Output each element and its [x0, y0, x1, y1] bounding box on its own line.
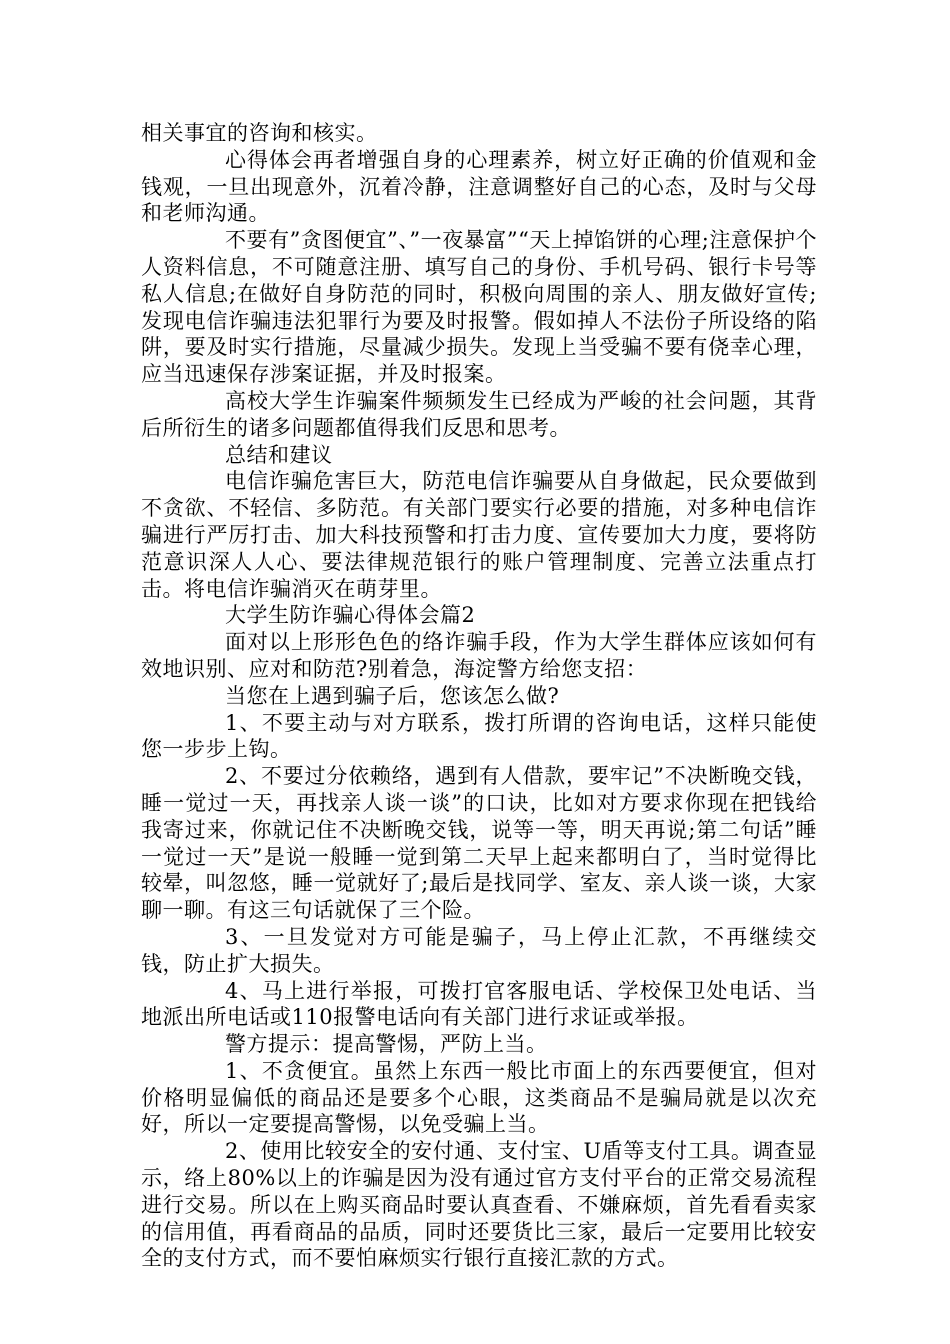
paragraph: 不要有”贪图便宜”、”一夜暴富”“天上掉馅饼的心理;注意保护个人资料信息，不可随意注册、填写自己的身份、手机号码、银行卡号等私人信息;在做好自身防范的同时，积极向周围的亲人、朋友做好宣传;发现电信诈骗违法犯罪行为要及时报警。假如掉人不法份子所设络的陷阱，要及时实行措施，尽量减少损失。发现上当受骗不要有侥幸心理，应当迅速保存涉案证据，并及时报案。 [141, 228, 817, 387]
list-item: 3、一旦发觉对方可能是骗子，马上停止汇款，不再继续交钱，防止扩大损失。 [141, 924, 817, 976]
paragraph: 面对以上形形色色的络诈骗手段，作为大学生群体应该如何有效地识别、应对和防范?别着急，海淀警方给您支招： [141, 630, 817, 681]
paragraph: 相关事宜的咨询和核实。 [141, 121, 378, 145]
paragraph: 电信诈骗危害巨大，防范电信诈骗要从自身做起，民众要做到不贪欲、不轻信、多防范。有关部门要实行必要的措施，对多种电信诈骗进行严厉打击、加大科技预警和打击力度、宣传要加大力度，要将防范意识深人人心、要法律规范银行的账户管理制度、完善立法重点打击。将电信诈骗消灭在萌芽里。 [141, 469, 817, 601]
section-heading: 总结和建议 [225, 442, 333, 467]
document-page [141, 120, 817, 1272]
list-item: 1、不要主动与对方联系，拨打所谓的咨询电话，这样只能使您一步步上钩。 [141, 710, 817, 762]
section-heading: 大学生防诈骗心得体会篇2 [225, 603, 476, 628]
paragraph: 高校大学生诈骗案件频频发生已经成为严峻的社会问题，其背后所衍生的诸多问题都值得我们反思和思考。 [141, 388, 817, 440]
list-item: 2、使用比较安全的安付通、支付宝、U盾等支付工具。调查显示，络上80%以上的诈骗是因为没有通过官方支付平台的正常交易流程进行交易。所以在上购买商品时要认真查看、不嫌麻烦，首先看看卖家的信用值，再看商品的品质，同时还要货比三家，最后一定要用比较安全的支付方式，而不要怕麻烦实行银行直接汇款的方式。 [141, 1139, 817, 1271]
list-item: 1、不贪便宜。虽然上东西一般比市面上的东西要便宜，但对价格明显偏低的商品还是要多个心眼，这类商品不是骗局就是以次充好，所以一定要提高警惕，以免受骗上当。 [141, 1058, 817, 1137]
list-item: 4、马上进行举报，可拨打官客服电话、学校保卫处电话、当地派出所电话或110报警电话向有关部门进行求证或举报。 [141, 978, 817, 1030]
paragraph: 心得体会再者增强自身的心理素养，树立好正确的价值观和金钱观，一旦出现意外，沉着冷静，注意调整好自己的心态，及时与父母和老师沟通。 [141, 147, 817, 226]
paragraph: 警方提示：提高警惕，严防上当。 [225, 1032, 548, 1057]
paragraph: 当您在上遇到骗子后，您该怎么做? [225, 683, 560, 708]
list-item: 2、不要过分依赖络，遇到有人借款，要牢记”不决断晚交钱，睡一觉过一天，再找亲人谈一谈”的口诀，比如对方要求你现在把钱给我寄过来，你就记住不决断晚交钱，说等一等，明天再说;第二句话”睡一觉过一天”是说一般睡一觉到第二天早上起来都明白了，当时觉得比较晕，叫忽悠，睡一觉就好了;最后是找同学、室友、亲人谈一谈，大家聊一聊。有这三句话就保了三个险。 [141, 764, 817, 923]
